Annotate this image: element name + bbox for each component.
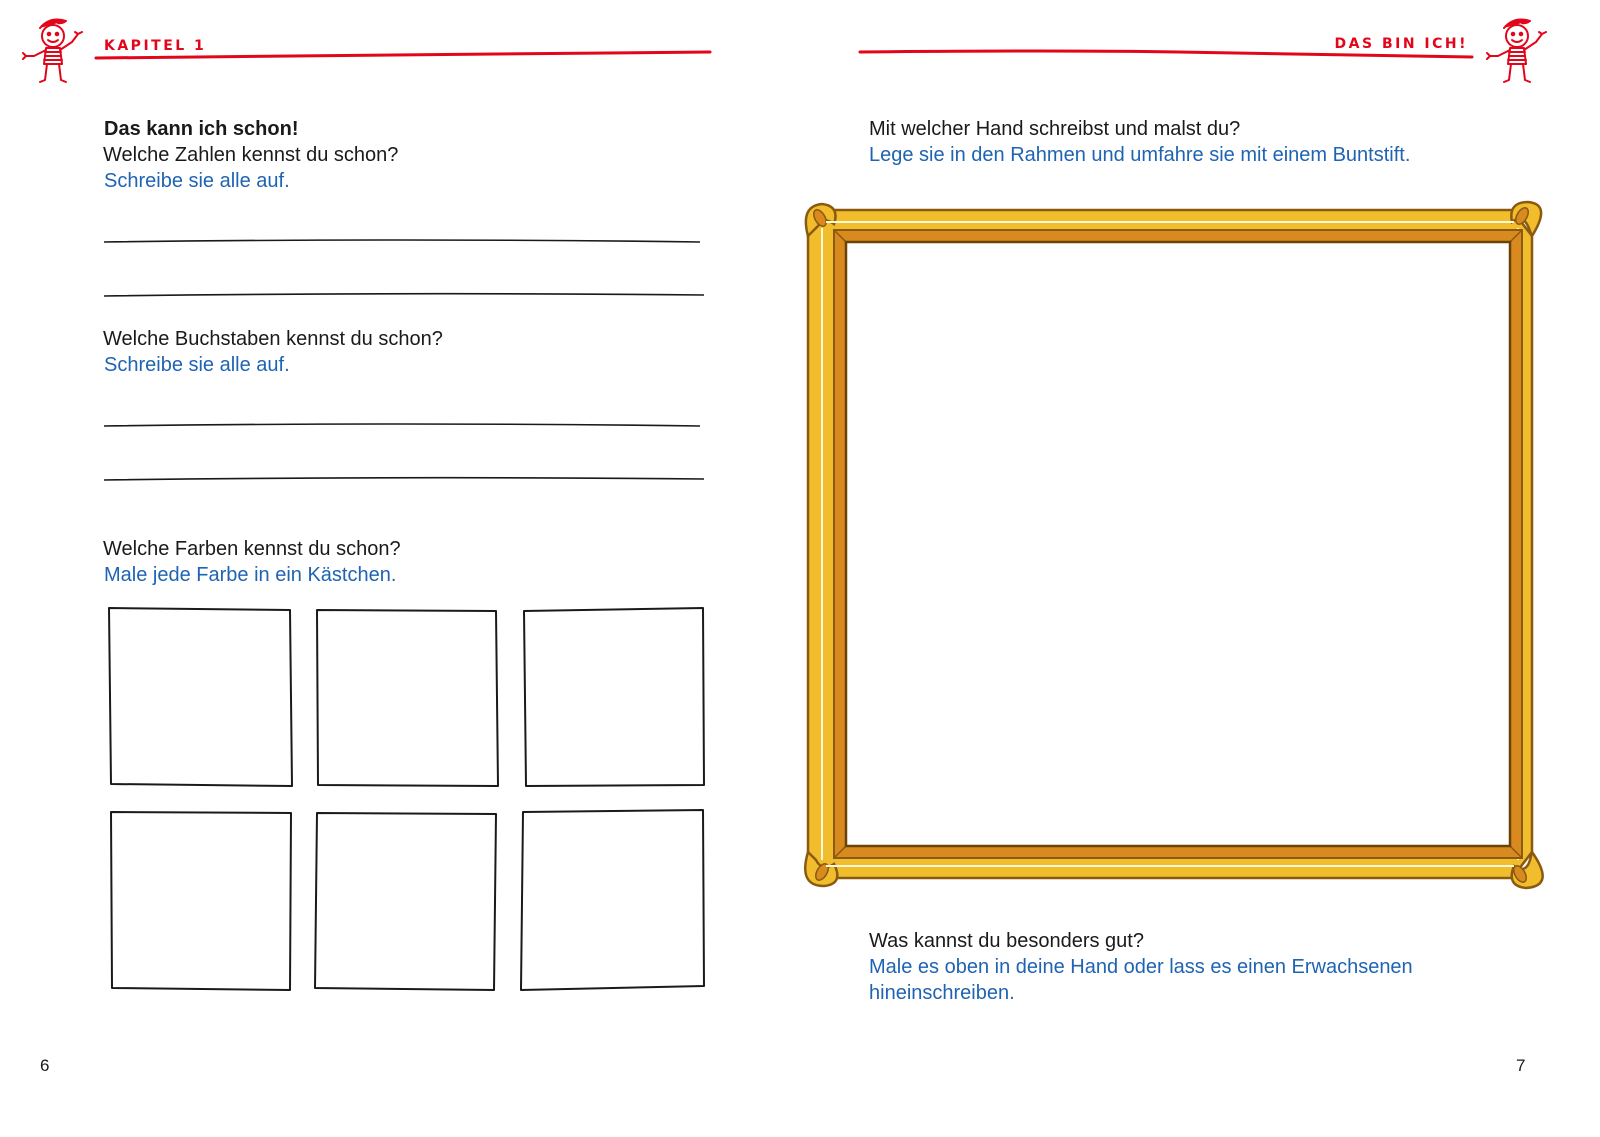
header-divider (94, 48, 712, 62)
page-number-left: 6 (40, 1056, 50, 1075)
color-box (524, 608, 704, 786)
color-box (109, 608, 292, 786)
color-box (111, 812, 291, 990)
color-box (521, 810, 704, 990)
picture-frame[interactable] (800, 196, 1560, 896)
question-letters: Welche Buchstaben kennst du schon? (103, 328, 443, 350)
page-title-label: DAS BIN ICH! (1334, 36, 1468, 52)
question-colors: Welche Farben kennst du schon? (103, 538, 401, 560)
section-heading: Das kann ich schon! (104, 118, 299, 140)
mascot-boy-icon (1484, 12, 1560, 92)
instruction-colors: Male jede Farbe in ein Kästchen. (104, 564, 397, 586)
instruction-letters: Schreibe sie alle auf. (104, 354, 290, 376)
mascot-boy-icon (20, 12, 96, 92)
letters-writing-area[interactable] (100, 416, 710, 488)
chapter-label: KAPITEL 1 (104, 38, 207, 54)
color-box (317, 610, 498, 786)
instruction-hand: Lege sie in den Rahmen und umfahre sie mit einem Buntstift. (869, 144, 1411, 166)
instruction-skill-line2: hineinschreiben. (869, 982, 1015, 1004)
instruction-skill-line1: Male es oben in deine Hand oder lass es einen Erwachsenen (869, 956, 1413, 978)
color-box (315, 813, 496, 990)
question-numbers: Welche Zahlen kennst du schon? (103, 144, 399, 166)
instruction-numbers: Schreibe sie alle auf. (104, 170, 290, 192)
right-page (800, 0, 1600, 1137)
page-number-right: 7 (1516, 1056, 1526, 1075)
question-skill: Was kannst du besonders gut? (869, 930, 1144, 952)
question-hand: Mit welcher Hand schreibst und malst du? (869, 118, 1241, 140)
numbers-writing-area[interactable] (100, 232, 710, 304)
